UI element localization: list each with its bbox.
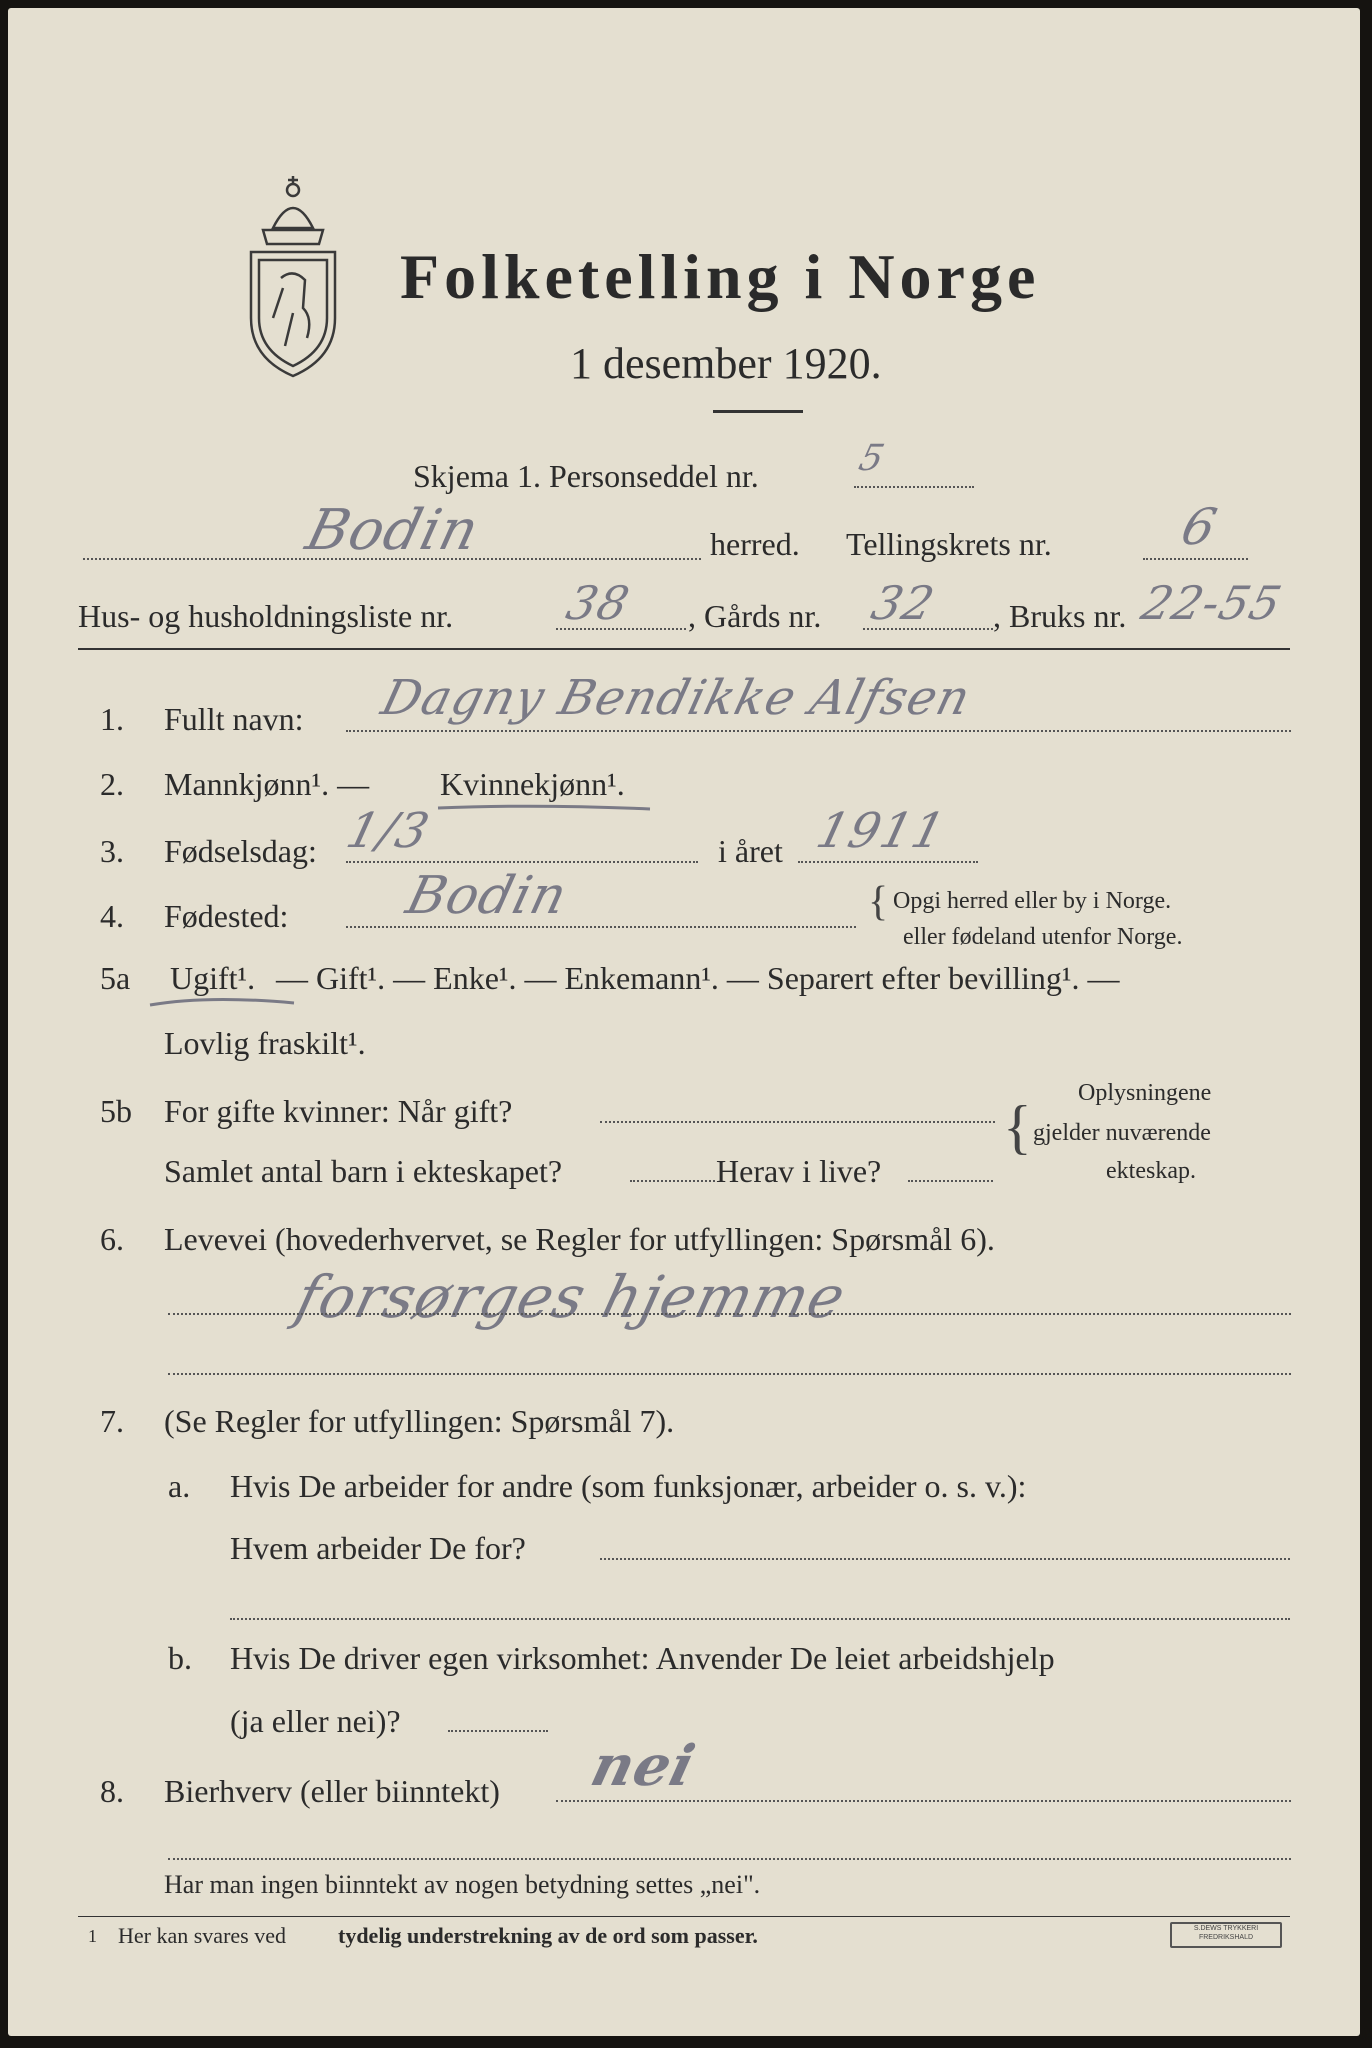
q7b-line[interactable] — [448, 1730, 548, 1732]
printer-stamp-text: S.DEWS TRYKKERI FREDRIKSHALD — [1193, 1925, 1259, 1941]
q5b-married-line — [600, 1121, 995, 1123]
bruks-label: , Bruks nr. — [993, 598, 1127, 634]
krets-line — [1143, 558, 1248, 560]
q4-line — [346, 926, 856, 928]
q7a-text: Hvis De arbeider for andre (som funksjonær, arbeider o. s. v.): — [230, 1468, 1027, 1504]
gards-label: , Gårds nr. — [688, 598, 822, 634]
footnote-mark: 1 — [88, 1926, 97, 1946]
nei-note: Har man ingen biinntekt av nogen betydning settes „nei". — [164, 1870, 761, 1899]
q8-line-2 — [168, 1858, 1291, 1860]
krets-label: Tellingskrets nr. — [846, 526, 1052, 562]
personseddel-line — [854, 486, 974, 488]
q8-number: 8. — [100, 1773, 124, 1809]
q8-value[interactable]: nei — [584, 1733, 702, 1799]
q1-number: 1. — [100, 701, 124, 737]
q7a-letter: a. — [168, 1468, 191, 1504]
q5a-options: — Gift¹. — Enke¹. — Enkemann¹. — Separert efter bevilling¹. — — [276, 960, 1120, 996]
q2-female: Kvinnekjønn¹. — [440, 766, 625, 802]
coat-of-arms-icon — [233, 168, 353, 383]
footnote-rule — [78, 1916, 1290, 1917]
q5b-note-3: ekteskap. — [1106, 1158, 1196, 1184]
q3-year-value[interactable]: 1911 — [811, 803, 952, 859]
q8-label: Bierhverv (eller biinntekt) — [164, 1773, 500, 1809]
q7a-sub: Hvem arbeider De for? — [230, 1530, 526, 1566]
header-rule — [78, 648, 1290, 650]
gards-value[interactable]: 32 — [866, 576, 941, 630]
census-form-sheet — [8, 8, 1360, 2036]
q3-day-value[interactable]: 1/3 — [341, 803, 436, 859]
q2-male: Mannkjønn¹. — — [164, 766, 370, 802]
herred-value[interactable]: Bodin — [299, 498, 486, 563]
footnote-text-b: tydelig understrekning av de ord som passer. — [338, 1923, 758, 1948]
q4-number: 4. — [100, 898, 124, 934]
q5b-alive-line — [908, 1180, 993, 1182]
herred-label: herred. — [710, 526, 800, 562]
q4-note-1: Opgi herred eller by i Norge. — [893, 888, 1172, 914]
q3-day-line — [346, 861, 698, 863]
krets-value[interactable]: 6 — [1175, 498, 1224, 556]
female-underline-mark — [436, 802, 652, 814]
q7b-letter: b. — [168, 1640, 192, 1676]
q7b-text: Hvis De driver egen virksomhet: Anvender De leiet arbeidshjelp — [230, 1640, 1055, 1676]
q6-value[interactable]: forsørges hjemme — [289, 1263, 853, 1331]
footnote-text-a: Her kan svares ved — [118, 1923, 286, 1948]
q5b-label-3: Herav i live? — [716, 1153, 882, 1189]
q5a-number: 5a — [100, 960, 131, 996]
q8-line-1 — [556, 1800, 1291, 1802]
q5b-children-line — [630, 1180, 715, 1182]
q7a-line-2[interactable] — [230, 1618, 1290, 1620]
q3-year-label: i året — [718, 833, 783, 869]
q6-line-1 — [168, 1313, 1291, 1315]
q1-line — [346, 730, 1291, 732]
q6-line-2 — [168, 1373, 1291, 1375]
q5b-number: 5b — [100, 1093, 132, 1129]
q7-label: (Se Regler for utfyllingen: Spørsmål 7). — [164, 1403, 675, 1439]
q4-label: Fødested: — [164, 898, 289, 934]
q7b-sub: (ja eller nei)? — [230, 1703, 401, 1739]
q5b-note-2: gjelder nuværende — [1033, 1120, 1211, 1146]
q3-number: 3. — [100, 833, 124, 869]
q4-value[interactable]: Bodin — [400, 866, 574, 926]
q1-label: Fullt navn: — [164, 701, 304, 737]
q7-number: 7. — [100, 1403, 124, 1439]
title-divider — [713, 410, 803, 413]
q6-number: 6. — [100, 1221, 124, 1257]
q5b-note-1: Oplysningene — [1078, 1080, 1212, 1106]
personseddel-value[interactable]: 5 — [854, 438, 890, 479]
q1-value[interactable]: Dagny Bendikke Alfsen — [376, 670, 977, 726]
q5a-line2: Lovlig fraskilt¹. — [164, 1025, 366, 1061]
bruks-value[interactable]: 22-55 — [1136, 576, 1288, 630]
q4-brace: { — [868, 879, 889, 925]
q3-label: Fødselsdag: — [164, 833, 317, 869]
q5b-label-2: Samlet antal barn i ekteskapet? — [164, 1153, 563, 1189]
hus-value[interactable]: 38 — [561, 576, 636, 630]
q5b-label-1: For gifte kvinner: Når gift? — [164, 1093, 513, 1129]
q5b-brace: { — [1003, 1094, 1032, 1160]
q5a-ugift: Ugift¹. — [170, 960, 256, 996]
q7a-line-1[interactable] — [600, 1558, 1290, 1560]
q2-number: 2. — [100, 766, 124, 802]
census-date: 1 desember 1920. — [570, 339, 882, 388]
schema-label: Skjema 1. Personseddel nr. — [413, 458, 759, 494]
hus-label: Hus- og husholdningsliste nr. — [78, 598, 454, 634]
printer-stamp — [1170, 1922, 1282, 1948]
q6-label: Levevei (hovederhvervet, se Regler for utfyllingen: Spørsmål 6). — [164, 1221, 995, 1257]
q3-year-line — [798, 861, 978, 863]
form-title: Folketelling i Norge — [400, 241, 1041, 312]
q4-note-2: eller fødeland utenfor Norge. — [903, 924, 1183, 950]
